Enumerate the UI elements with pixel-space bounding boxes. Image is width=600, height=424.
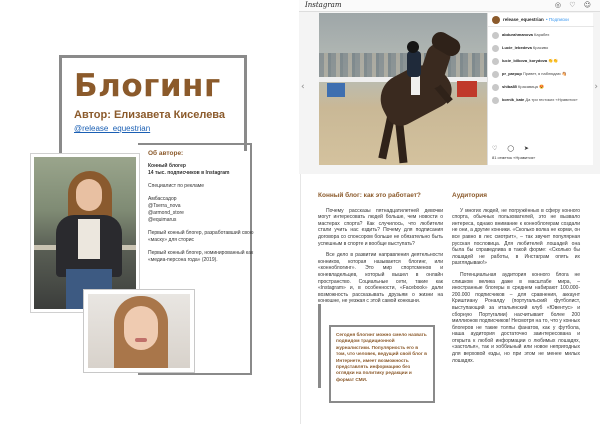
comment-user[interactable]: abdurahmanova (502, 32, 533, 37)
article-paragraph: Почему рассказы пятнадцатилетней девочки могут интересовать людей больше, чем новости о мастерах спорта? Как случилось, что любители стали учить нас ездить? Почему для подписания договора со спонсором больше не обязательно быть успешным в спорте и вообще выступать? (318, 207, 443, 247)
avatar[interactable] (492, 16, 500, 24)
avatar (492, 84, 499, 91)
author-portrait-photo (84, 290, 194, 372)
about-author (148, 150, 256, 270)
ambassador-account: @equimarus (148, 217, 177, 223)
instagram-username[interactable]: release_equestrian (503, 17, 544, 22)
page-title: Блогинг (74, 68, 221, 104)
comment-user[interactable]: pr_parpup (502, 71, 522, 76)
comment-text: Красавица 😍 (518, 84, 545, 89)
comment-text: Да три гестоких «Нравится» (525, 97, 578, 102)
instagram-screenshot (299, 0, 600, 174)
comment-list (492, 31, 592, 109)
comment-user[interactable]: Lucie_lebedeva (502, 45, 532, 50)
about-line-followers: 14 тыс. подписчиков в Instagram (148, 170, 230, 176)
comment-item (492, 31, 592, 43)
author-instagram-link[interactable]: @release_equestrian (74, 124, 151, 133)
chevron-left-icon: ‹ (301, 82, 305, 92)
quote-accent-bar (318, 304, 321, 388)
portrait-face (124, 306, 158, 350)
instagram-post-header (488, 13, 594, 27)
portrait-lips (135, 338, 147, 342)
rider-body (407, 51, 421, 77)
comment-text: Карабех (534, 32, 550, 37)
photo-face (76, 179, 102, 211)
comment-item (492, 70, 592, 82)
instagram-logo: Instagram (305, 1, 342, 9)
article-column-2 (452, 193, 580, 369)
article-paragraph: Потенциальная аудитория конного блога не слишком велика даже в масштабе мира, – иностранные блогеры в среднем набирают 100.000-200.000 подписчиков – для сравнения, аккаунт Криштиану Роналду (португальский футболист, выступающий за итальянский клуб «Ювентус» и сборную Португалии) насчитывает более 200 миллионов подписчиков! Несмотря на то, что у конных блогеров не такие толпы фанатов, как у футбола, наша аудитория достаточно заинтересована и открыта к любой информации о любимых лошадях, «застолья», так и хоббиьный или новое непригодных для верховой езды, но при этом не менее милых лошадях. (452, 271, 580, 364)
photo-shirt (78, 219, 100, 259)
avatar (492, 45, 499, 52)
about-paragraph-mask: Первый конный блогер, разработавший свою «маску» для сторис (148, 230, 254, 243)
title-frame-left-bar (59, 55, 62, 170)
about-line-blogger: Конный блогер (148, 163, 186, 169)
chevron-right-icon: › (594, 82, 598, 92)
pull-quote: Сегодня блогинг можно смело назвать подвидом традиционной журналистики. Популярность его в том, что человек, ведущий свой блог в Интернете, имеет возможность представлять информацию без оглядки на политику редакции и формат СМИ. (329, 325, 435, 403)
author-line: Автор: Елизавета Киселева (74, 109, 226, 121)
about-paragraph-nomination: Первый конный блогер, номинированный как «медиа-персона года» (2019). (148, 250, 254, 263)
avatar (492, 58, 499, 65)
comment-item (492, 44, 592, 56)
avatar (492, 32, 499, 39)
ambassador-account: @armond_store (148, 210, 184, 216)
ambassador-account: @Tserra_nova (148, 203, 181, 209)
instagram-topbar (299, 0, 600, 12)
comment-user[interactable]: lucie_bilkova_korydova (502, 58, 548, 63)
section-heading-audience: Аудитория (452, 192, 488, 199)
about-heading: Об авторе: (148, 150, 184, 157)
post-action-icons[interactable]: ♡ ◯ ➤ (492, 145, 533, 152)
comment-user[interactable]: shiba85 (502, 84, 517, 89)
author-full-photo (31, 154, 139, 312)
photo-red-panel (457, 81, 477, 97)
avatar (492, 97, 499, 104)
article-paragraph: У многих людей, не погружённых в сферу конного спорта, обычных пользователей, это не вызвало интереса, однако внимание к конноблогерам создали не они, а другие конники. «Сколько волка не корми, он все равно в лес смотрит», – так звучит популярная русская пословица. Для любителей лошадей она была бы справедлива в такой форме: «Сколько бы лошадей не работы, в Инстаграм опять их разглядываю!» (452, 207, 580, 267)
comment-text: Привет, я наблюдаю 🐴 (522, 71, 567, 76)
comment-text: Красиво (532, 45, 549, 50)
instagram-nav-icons: ◎ ♡ ☺ (554, 1, 594, 9)
comment-item (492, 57, 592, 69)
instagram-comments-panel (487, 13, 593, 165)
section-heading-how-it-works: Конный блог: как это работает? (318, 192, 421, 199)
follow-button[interactable]: • Подписки (546, 17, 569, 22)
article-paragraph: Все дело в развитии направления деятельности конников, которая называется блогинг, или «конноблогинг». Это мир спортсменов и коневладельцев, который вышел в онлайн пространство. Социальные сети, такие как «Instagram» и, в особенности, «Facebook» дали возможность рассказывать друзьям о жизни на конюшне, не уезжая с этой самой конюшни. (318, 252, 443, 305)
comment-user[interactable]: kornik_kate (502, 97, 525, 102)
photo-blue-panel (327, 83, 345, 97)
about-line-specialist: Специалист по рекламе (148, 183, 205, 189)
comment-item (492, 96, 592, 108)
likes-count: 81 отметок «Нравится» (492, 155, 536, 160)
horse-rearing-photo (319, 13, 487, 165)
comment-item (492, 83, 592, 95)
article-column-1 (318, 193, 443, 310)
avatar (492, 71, 499, 78)
ambassador-label: Амбассадор (148, 196, 177, 202)
comment-text: 👏👏 (548, 58, 559, 63)
rider-helmet (407, 41, 419, 53)
